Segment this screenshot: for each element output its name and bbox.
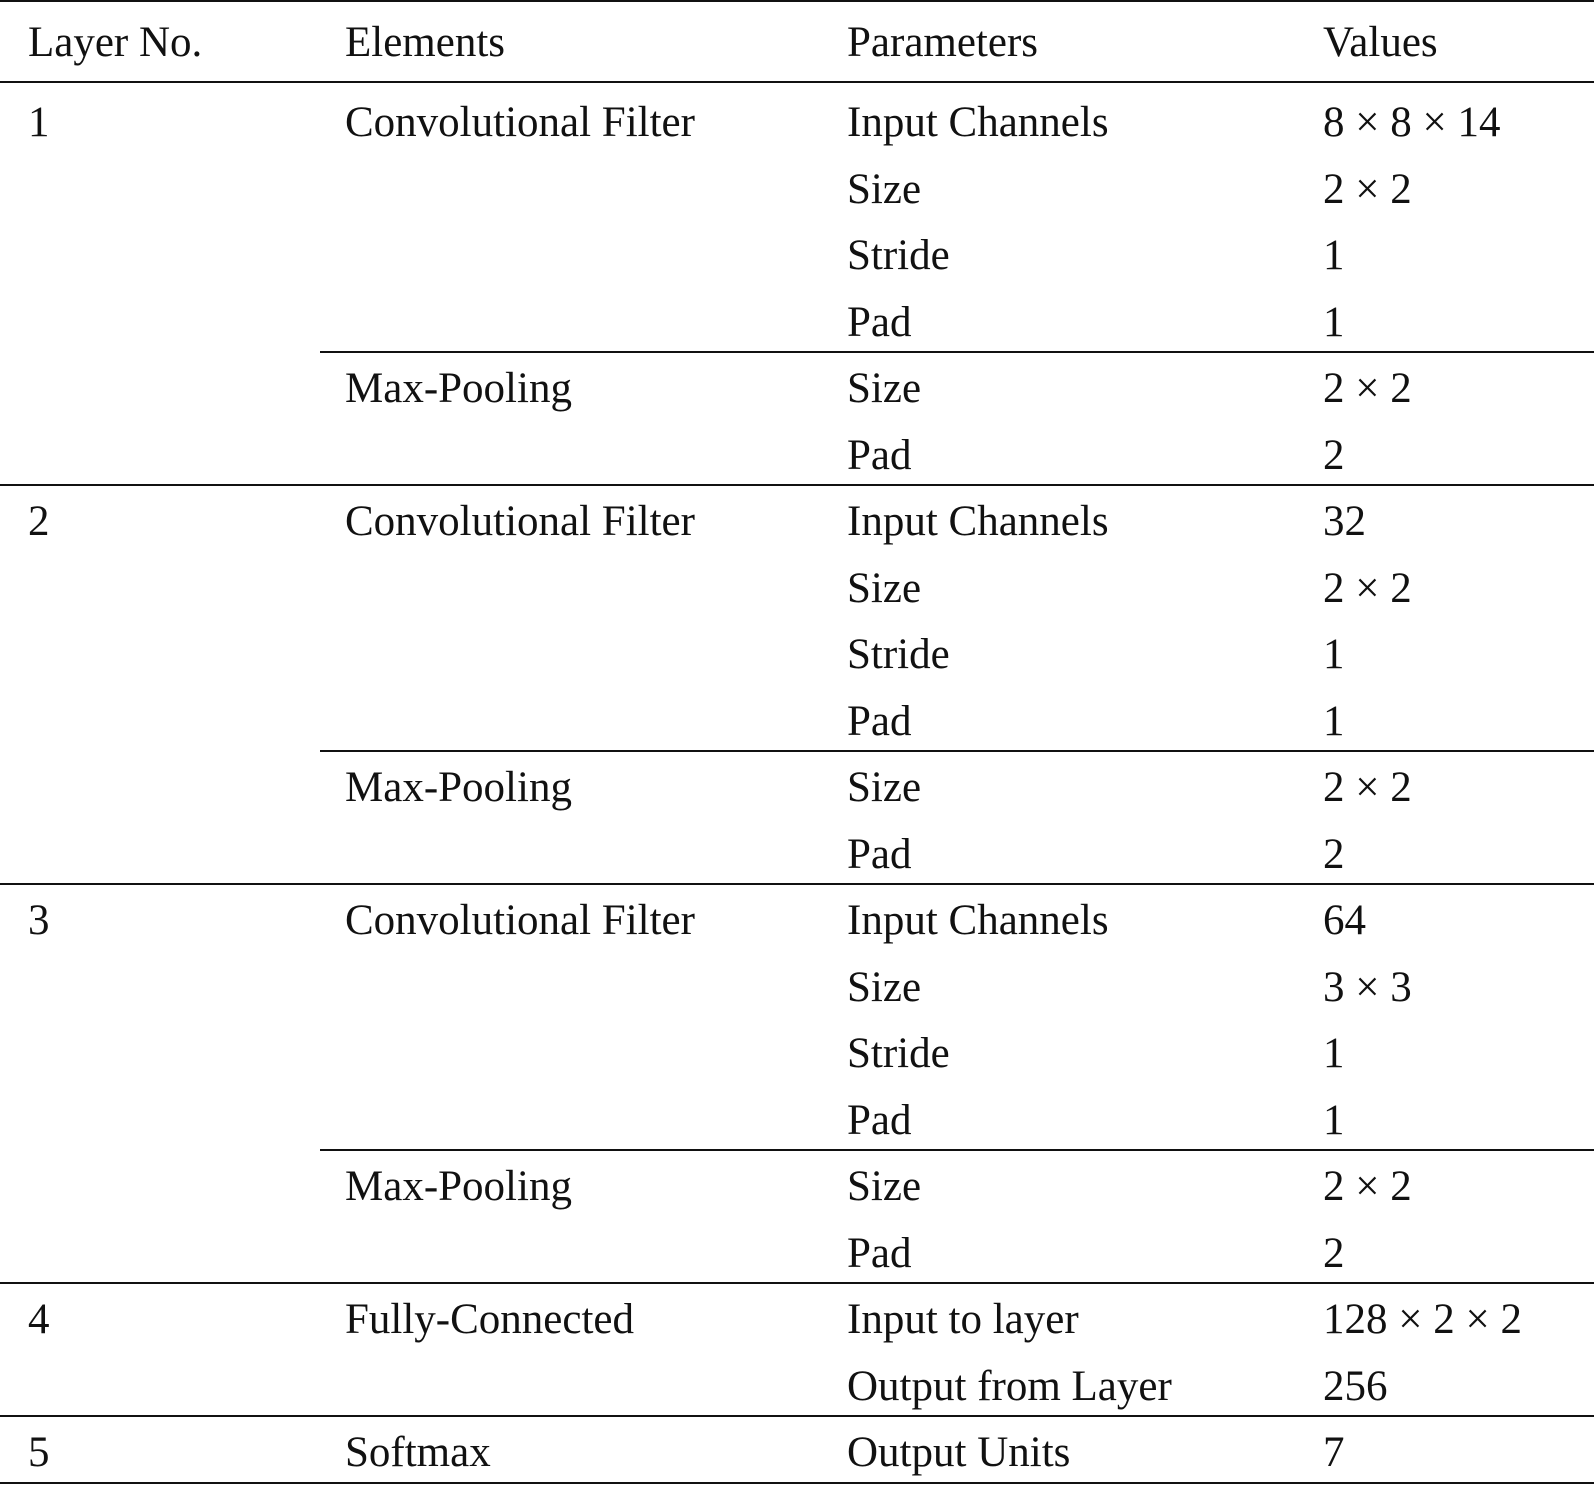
table-top-rule	[0, 0, 1594, 2]
parameter-name: Size	[847, 1163, 922, 1210]
parameter-name: Pad	[847, 697, 912, 745]
parameter-value: 128 × 2 × 2	[1323, 1296, 1523, 1343]
parameter-value: 64	[1323, 897, 1366, 944]
parameter-value: 256	[1323, 1362, 1388, 1410]
parameter-value: 3 × 3	[1323, 963, 1412, 1011]
parameter-value: 1	[1323, 631, 1345, 678]
parameter-name: Size	[847, 365, 922, 412]
parameter-value: 1	[1323, 1096, 1345, 1144]
parameter-name: Input Channels	[847, 897, 1109, 944]
parameter-name: Size	[847, 165, 922, 213]
layer-divider-rule	[0, 1415, 1594, 1417]
parameter-value: 7	[1323, 1429, 1345, 1476]
parameter-value: 1	[1323, 1030, 1345, 1077]
parameter-value: 2 × 2	[1323, 365, 1412, 412]
parameter-value: 1	[1323, 697, 1345, 745]
element-name: Fully-Connected	[345, 1296, 635, 1343]
parameter-name: Input Channels	[847, 498, 1109, 545]
element-name: Max-Pooling	[345, 1163, 572, 1210]
parameter-name: Pad	[847, 1229, 912, 1277]
parameter-value: 2 × 2	[1323, 564, 1412, 612]
element-name: Convolutional Filter	[345, 99, 695, 146]
parameter-name: Stride	[847, 1030, 950, 1077]
parameter-name: Size	[847, 564, 922, 612]
group-divider-rule	[320, 750, 1594, 752]
parameter-value: 8 × 8 × 14	[1323, 99, 1501, 146]
header-parameters: Parameters	[847, 19, 1039, 66]
header-layer-no: Layer No.	[28, 19, 203, 66]
parameter-name: Pad	[847, 1096, 912, 1144]
element-name: Convolutional Filter	[345, 498, 695, 545]
layer-divider-rule	[0, 1282, 1594, 1284]
layer-divider-rule	[0, 1482, 1594, 1484]
parameter-name: Pad	[847, 830, 912, 878]
element-name: Max-Pooling	[345, 764, 572, 811]
parameter-value: 1	[1323, 232, 1345, 279]
parameter-value: 1	[1323, 298, 1345, 346]
parameter-value: 2 × 2	[1323, 764, 1412, 811]
parameter-value: 32	[1323, 498, 1366, 545]
layer-number: 5	[28, 1429, 50, 1476]
element-name: Softmax	[345, 1429, 491, 1476]
parameter-name: Pad	[847, 298, 912, 346]
layer-divider-rule	[0, 484, 1594, 486]
header-values: Values	[1323, 19, 1438, 66]
header-elements: Elements	[345, 19, 506, 66]
parameter-name: Size	[847, 963, 922, 1011]
parameter-name: Size	[847, 764, 922, 811]
parameter-value: 2 × 2	[1323, 1163, 1412, 1210]
parameter-value: 2 × 2	[1323, 165, 1412, 213]
layer-divider-rule	[0, 883, 1594, 885]
layer-number: 4	[28, 1296, 50, 1343]
parameter-value: 2	[1323, 830, 1345, 878]
parameter-value: 2	[1323, 431, 1345, 479]
layer-number: 2	[28, 498, 50, 545]
group-divider-rule	[320, 1149, 1594, 1151]
layer-number: 1	[28, 99, 50, 146]
parameter-name: Input to layer	[847, 1296, 1079, 1343]
parameter-name: Stride	[847, 631, 950, 678]
group-divider-rule	[320, 351, 1594, 353]
parameter-name: Input Channels	[847, 99, 1109, 146]
layer-number: 3	[28, 897, 50, 944]
header-bottom-rule	[0, 81, 1594, 83]
element-name: Max-Pooling	[345, 365, 572, 412]
parameter-name: Stride	[847, 232, 950, 279]
element-name: Convolutional Filter	[345, 897, 695, 944]
parameter-name: Pad	[847, 431, 912, 479]
parameter-value: 2	[1323, 1229, 1345, 1277]
parameter-name: Output Units	[847, 1429, 1071, 1476]
parameter-name: Output from Layer	[847, 1362, 1172, 1410]
